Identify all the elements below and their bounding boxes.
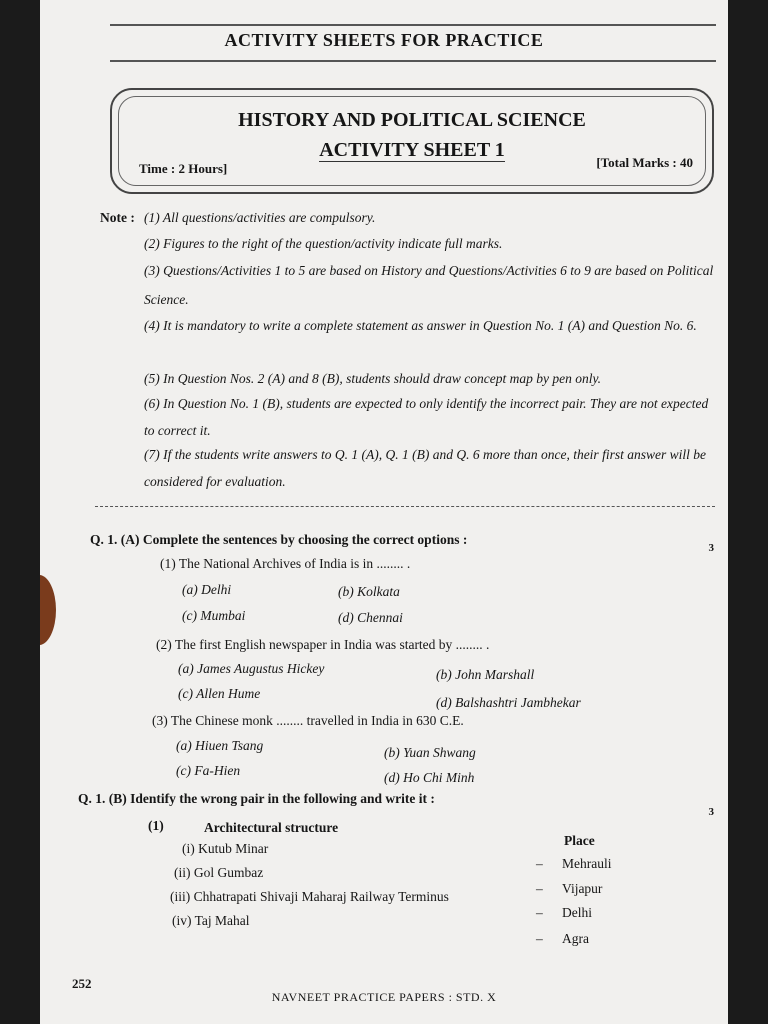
dash: – (536, 905, 543, 920)
note-item: (6) In Question No. 1 (B), students are expected to only identify the incorrect pair. They are not expected to correct it. (144, 396, 709, 438)
note-item: (1) All questions/activities are compulsory. (144, 210, 376, 225)
option: (b) Kolkata (338, 584, 400, 599)
page-number: 252 (72, 976, 92, 991)
page-tab (40, 575, 56, 645)
structure-item: (iv) Taj Mahal (172, 913, 250, 928)
option: (b) Yuan Shwang (384, 745, 476, 760)
option: (a) Delhi (182, 582, 232, 597)
option: (c) Allen Hume (178, 686, 261, 701)
question-stem: (1) The National Archives of India is in ........ . (160, 556, 411, 571)
section-divider (95, 506, 715, 507)
place-item: Mehrauli (562, 856, 612, 871)
title-box (110, 88, 714, 194)
question-1a-heading: Q. 1. (A) Complete the sentences by choosing the correct options : (90, 532, 468, 547)
column-structure-header: Architectural structure (204, 820, 339, 835)
top-rule (110, 24, 716, 26)
dash: – (536, 881, 543, 896)
total-marks-label: [Total Marks : 40 (596, 155, 693, 170)
option: (d) Ho Chi Minh (384, 770, 475, 785)
option: (c) Fa-Hien (176, 763, 241, 778)
title-box-inner (118, 96, 706, 186)
column-place-header: Place (564, 833, 595, 848)
activity-sheet-label: ACTIVITY SHEET 1 (319, 139, 505, 161)
option: (d) Chennai (338, 610, 403, 625)
note-item: (5) In Question Nos. 2 (A) and 8 (B), students should draw concept map by pen only. (144, 371, 602, 386)
question-1b-marks: 3 (708, 806, 714, 818)
option: (a) James Augustus Hickey (178, 661, 325, 676)
place-item: Vijapur (562, 881, 603, 896)
pair-number: (1) (148, 818, 164, 833)
note-item: (3) Questions/Activities 1 to 5 are based on History and Questions/Activities 6 to 9 are based on Political Science. (144, 263, 714, 307)
note-item: (4) It is mandatory to write a complete statement as answer in Question No. 1 (A) and Question No. 6. (144, 318, 697, 333)
sheet-title: ACTIVITY SHEETS FOR PRACTICE (224, 30, 544, 50)
document-page (40, 0, 728, 1024)
note-item: (2) Figures to the right of the question/activity indicate full marks. (144, 236, 503, 251)
place-item: Delhi (562, 905, 592, 920)
note-item: (7) If the students write answers to Q. 1 (A), Q. 1 (B) and Q. 6 more than once, their first answer will be considered for evaluation. (144, 447, 706, 489)
option: (b) John Marshall (436, 667, 535, 682)
option: (a) Hiuen Tsang (176, 738, 264, 753)
option: (d) Balshashtri Jambhekar (436, 695, 581, 710)
dash: – (536, 856, 543, 871)
dash: – (536, 931, 543, 946)
structure-item: (ii) Gol Gumbaz (174, 865, 264, 880)
question-stem: (2) The first English newspaper in India was started by ........ . (156, 637, 490, 652)
question-1b-heading: Q. 1. (B) Identify the wrong pair in the following and write it : (78, 791, 435, 806)
structure-item: (iii) Chhatrapati Shivaji Maharaj Railway Terminus (170, 889, 449, 904)
subject-title: HISTORY AND POLITICAL SCIENCE (238, 109, 586, 131)
book-footer: NAVNEET PRACTICE PAPERS : STD. X (271, 990, 497, 1004)
question-1a-marks: 3 (708, 542, 714, 554)
structure-item: (i) Kutub Minar (182, 841, 269, 856)
option: (c) Mumbai (182, 608, 246, 623)
question-stem: (3) The Chinese monk ........ travelled in India in 630 C.E. (152, 713, 464, 728)
title-rule (110, 60, 716, 62)
time-label: Time : 2 Hours] (139, 161, 228, 176)
place-item: Agra (562, 931, 589, 946)
note-label: Note : (100, 210, 135, 225)
